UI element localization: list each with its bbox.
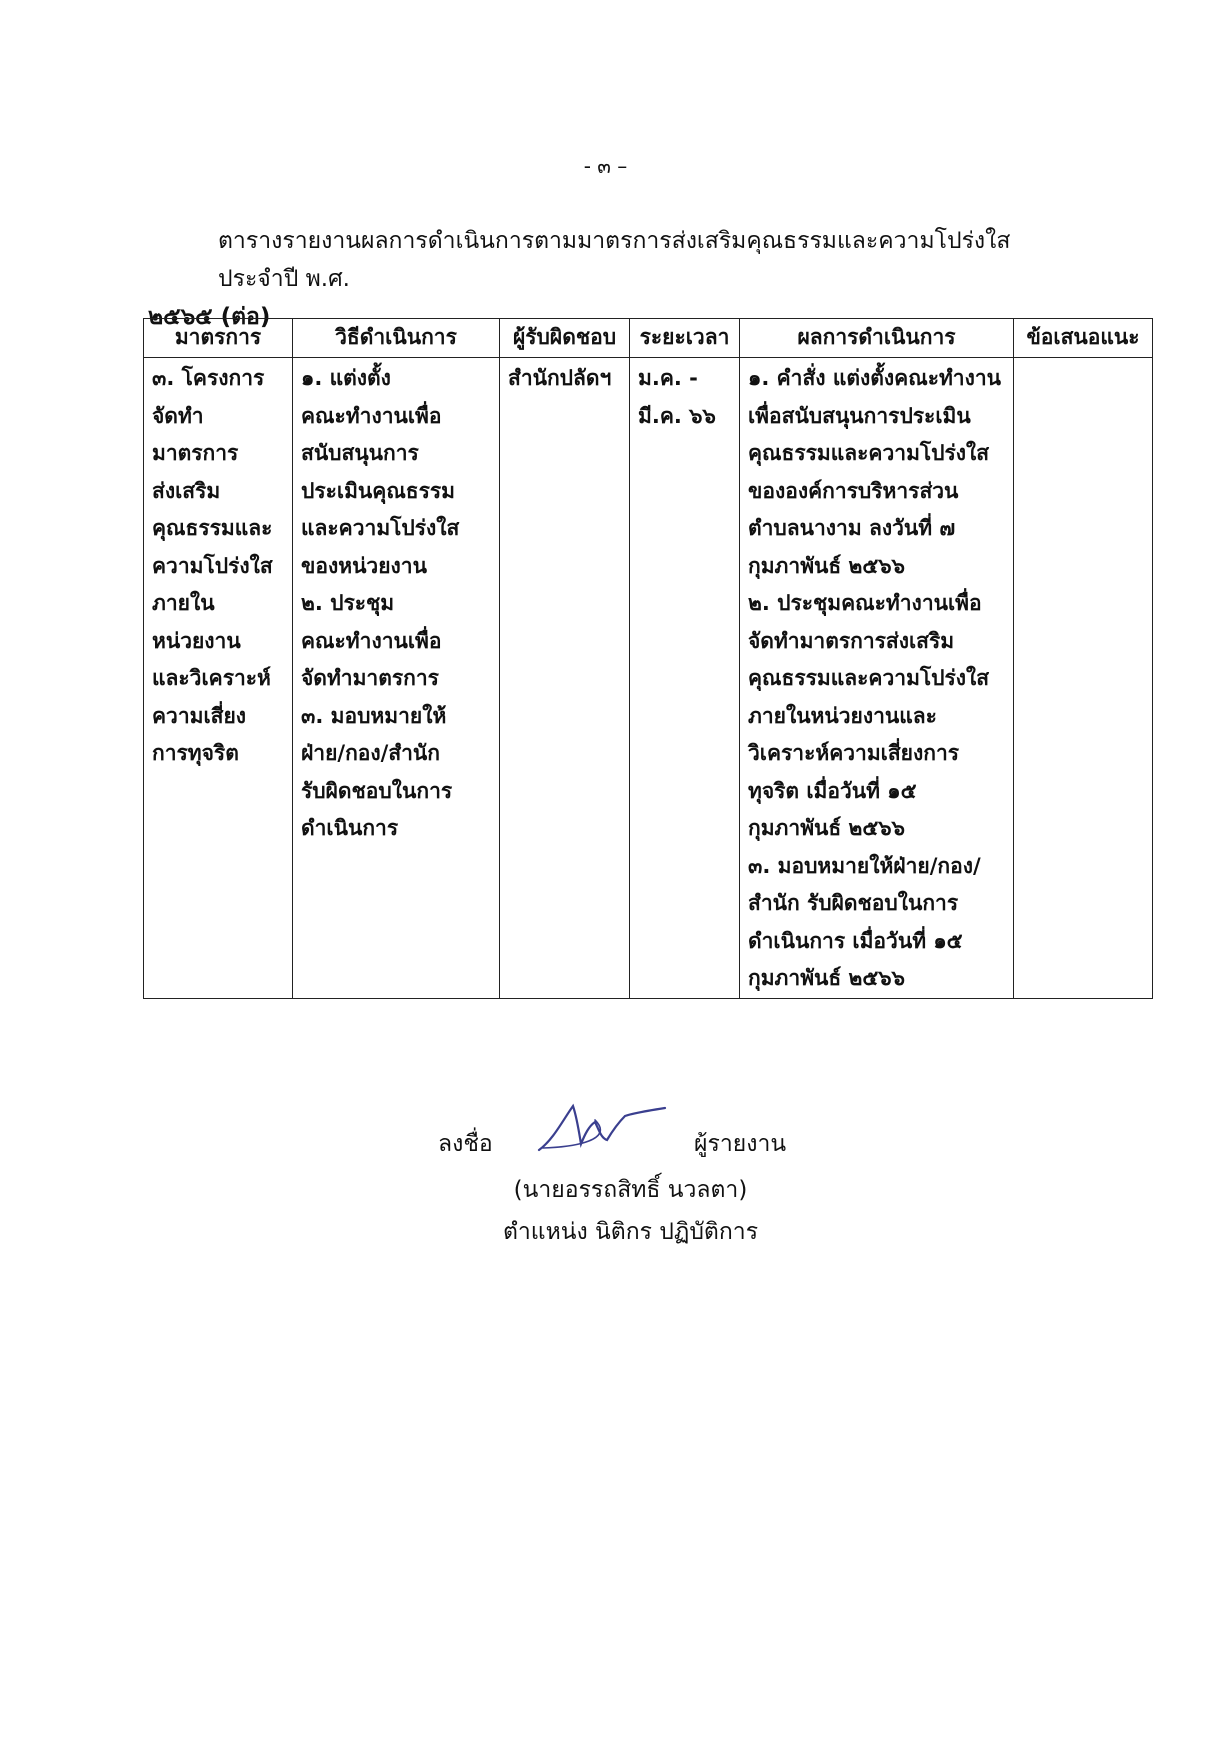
report-table xyxy=(143,318,1153,999)
method-line: รับผิดชอบในการ xyxy=(301,778,453,803)
measure-line: ๓. โครงการ xyxy=(152,366,265,390)
results-line: ทุจริต เมื่อวันที่ ๑๕ xyxy=(748,778,917,803)
measure-line: ความโปร่งใส xyxy=(152,553,273,578)
results-line: กุมภาพันธ์ ๒๕๖๖ xyxy=(748,553,905,578)
reporter-name: (นายอรรถสิทธิ์ นวลตา) xyxy=(513,1177,748,1203)
results-line: ๒. ประชุมคณะทำงานเพื่อ xyxy=(748,591,982,615)
measure-line: ส่งเสริม xyxy=(152,478,221,503)
cell-results xyxy=(740,358,1014,999)
table-header-row xyxy=(144,319,1153,358)
results-line: ตำบลนางาม ลงวันที่ ๗ xyxy=(748,516,956,540)
results-line: กุมภาพันธ์ ๒๕๖๖ xyxy=(748,816,905,840)
heading-line-1: ตารางรายงานผลการดำเนินการตามมาตรการส่งเสริมคุณธรรมและความโปร่งใส ประจำปี พ.ศ. xyxy=(218,228,1011,292)
method-line: คณะทำงานเพื่อ xyxy=(301,403,442,428)
results-line: กุมภาพันธ์ ๒๕๖๖ xyxy=(748,966,905,990)
results-line: ขององค์การบริหารส่วน xyxy=(748,478,959,503)
results-line: ๓. มอบหมายให้ฝ่าย/กอง/ xyxy=(748,853,981,878)
measure-line: ความเสี่ยง xyxy=(152,703,247,728)
cell-suggestions xyxy=(1014,358,1153,999)
header-period: ระยะเวลา xyxy=(630,319,740,358)
reporter-position: ตำแหน่ง นิติกร ปฏิบัติการ xyxy=(502,1219,759,1245)
table-row xyxy=(144,358,1153,999)
method-line: จัดทำมาตรการ xyxy=(301,666,439,690)
header-method: วิธีดำเนินการ xyxy=(293,319,500,358)
measure-line: คุณธรรมและ xyxy=(152,516,273,540)
heading-line-2: ๒๕๖๕ (ต่อ) xyxy=(148,304,271,330)
results-line: สำนัก รับผิดชอบในการ xyxy=(748,891,959,915)
measure-line: ภายใน xyxy=(152,591,215,615)
measure-line: มาตรการ xyxy=(152,441,239,465)
header-results: ผลการดำเนินการ xyxy=(740,319,1014,358)
header-suggestions: ข้อเสนอแนะ xyxy=(1014,319,1153,358)
responsible-line: สำนักปลัดฯ xyxy=(508,366,612,390)
method-line: ๓. มอบหมายให้ xyxy=(301,703,447,728)
method-line: และความโปร่งใส xyxy=(301,516,460,540)
results-line: วิเคราะห์ความเสี่ยงการ xyxy=(748,741,960,765)
method-line: ๒. ประชุม xyxy=(301,591,395,615)
cell-period xyxy=(630,358,740,999)
reporter-role-label: ผู้รายงาน xyxy=(694,1131,787,1157)
results-line: ภายในหน่วยงานและ xyxy=(748,703,937,728)
header-responsible: ผู้รับผิดชอบ xyxy=(500,319,630,358)
measure-line: หน่วยงาน xyxy=(152,628,241,653)
period-line: มี.ค. ๖๖ xyxy=(638,403,716,428)
results-line: ๑. คำสั่ง แต่งตั้งคณะทำงาน xyxy=(748,366,1002,390)
method-line: ๑. แต่งตั้ง xyxy=(301,366,391,390)
handwritten-signature xyxy=(535,1100,675,1160)
results-line: ดำเนินการ เมื่อวันที่ ๑๕ xyxy=(748,928,963,953)
method-line: สนับสนุนการ xyxy=(301,441,419,465)
header-measure: มาตรการ xyxy=(144,319,293,358)
method-line: ประเมินคุณธรรม xyxy=(301,478,456,503)
results-line: คุณธรรมและความโปร่งใส xyxy=(748,441,990,465)
measure-line: จัดทำ xyxy=(152,403,204,428)
method-line: ของหน่วยงาน xyxy=(301,553,427,578)
method-line: ดำเนินการ xyxy=(301,816,399,840)
page-number: - ๓ – xyxy=(583,154,628,178)
measure-line: และวิเคราะห์ xyxy=(152,666,271,690)
sign-label: ลงชื่อ xyxy=(438,1131,493,1157)
results-line: จัดทำมาตรการส่งเสริม xyxy=(748,628,955,653)
cell-method xyxy=(293,358,500,999)
method-line: คณะทำงานเพื่อ xyxy=(301,628,442,653)
measure-line: การทุจริต xyxy=(152,741,239,765)
results-line: คุณธรรมและความโปร่งใส xyxy=(748,666,990,690)
cell-measure xyxy=(144,358,293,999)
period-line: ม.ค. - xyxy=(638,366,698,390)
results-line: เพื่อสนับสนุนการประเมิน xyxy=(748,403,971,428)
cell-responsible xyxy=(500,358,630,999)
method-line: ฝ่าย/กอง/สำนัก xyxy=(301,741,441,765)
